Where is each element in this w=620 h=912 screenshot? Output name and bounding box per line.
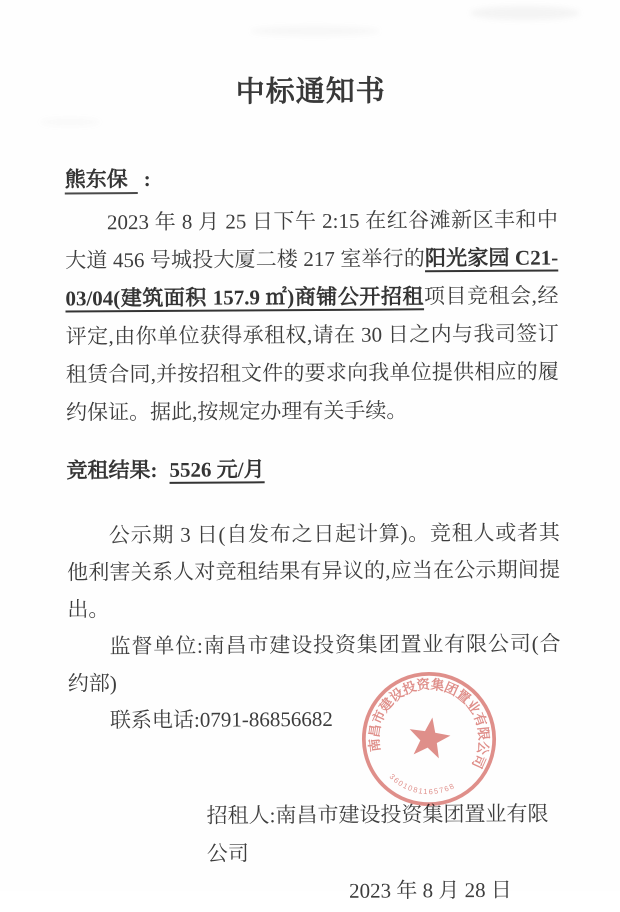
page-title: 中标通知书 [235,75,386,109]
project-name-highlight: 阳光家园 C21-03/04(建筑面积 157.9 ㎡)商铺公开招租 [65,245,559,311]
paragraph-text-1: 2023 年 8 月 25 日下午 2:15 在红谷滩新区丰和中大道 456 号城投大厦二楼 217 室举行的 [65,207,559,273]
lessor-company: 南昌市建设投资集团置业有限公司 [206,801,549,866]
seal-ring-text: 南昌市建设投资集团置业有限公司 [366,676,492,771]
date-line: 2023 年 8 月 28 日 [348,877,512,903]
bid-result-value: 5526 元/月 [169,457,265,482]
recipient-name: 熊东保 [65,167,138,194]
bid-result-line [66,450,559,487]
scan-noise [250,26,380,36]
phone-line: 联系电话:0791-86856682 [109,706,333,733]
main-paragraph [65,200,559,431]
recipient-line [65,160,558,195]
signature-block [68,794,562,911]
recipient-colon: : [143,166,151,192]
notice-block [67,514,561,739]
publicity-paragraph: 公示期 3 日(自发布之日起计算)。竞租人或者其他利害关系人对竞租结果有异议的,应当在公示期间提出。 [67,520,561,622]
bid-result-label: 竞租结果: [66,457,158,483]
supervisor-line: 监督单位:南昌市建设投资集团置业有限公司(合约部) [67,631,561,696]
document-content [64,62,562,911]
lessor-label: 招租人: [206,803,276,828]
paragraph-text-2: 项目竞租会,经评定,由你单位获得承租权,请在 30 日之内与我司签订租赁合同,并按招租文件的要求向我单位提供相应的履约保证。据此,按规定办理有关手续。 [65,283,559,425]
lessor-line [206,794,561,872]
scan-noise [470,6,580,20]
seal-code-text: 3601081165768 [387,772,457,797]
